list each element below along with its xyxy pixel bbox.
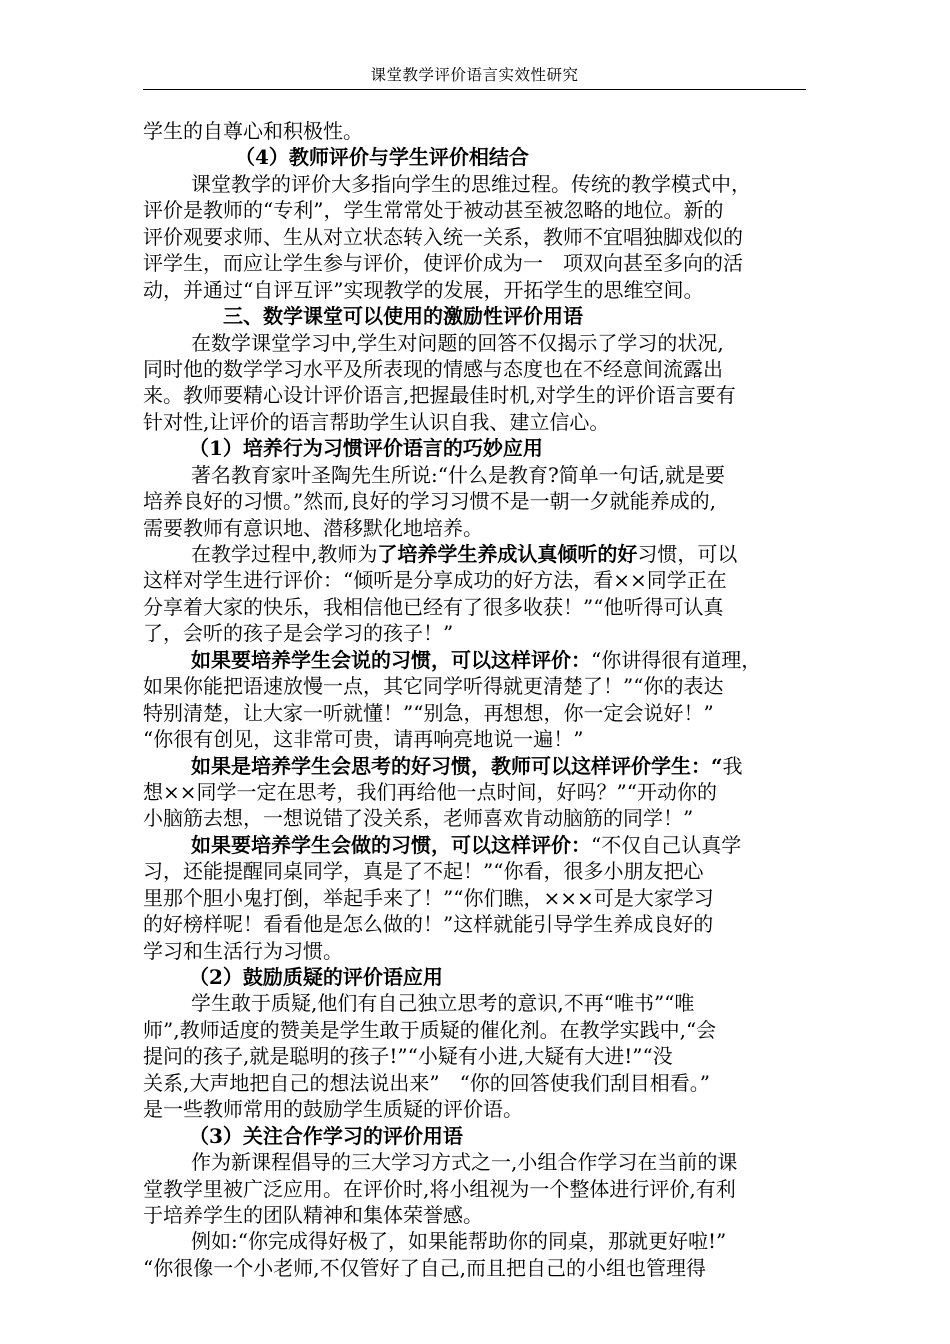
text-line: 在教学过程中,教师为了培养学生养成认真倾听的好习惯，可以: [191, 542, 738, 566]
text-line: “你很有创见，这非常可贵，请再响亮地说一遍！”: [143, 727, 584, 752]
text-line: 学生敢于质疑,他们有自己独立思考的意识,不再“唯书”“唯: [191, 991, 695, 1016]
text-line: 提问的孩子,就是聪明的孩子!”“小疑有小进,大疑有大进!”“没: [143, 1044, 673, 1069]
text-line: 小脑筋去想，一想说错了没关系，老师喜欢肯动脑筋的同学！”: [143, 806, 694, 831]
text-line: 里那个胆小鬼打倒，举起手来了！”“你们瞧，×××可是大家学习: [143, 885, 714, 910]
text-line: 如果要培养学生会做的习惯，可以这样评价：“不仅自己认真学: [191, 832, 742, 857]
text-line: 学习和生活行为习惯。: [143, 938, 343, 963]
text-line: 来。教师要精心设计评价语言,把握最佳时机,对学生的评价语言要有: [143, 383, 736, 408]
text-line: 课堂教学的评价大多指向学生的思维过程。传统的教学模式中，: [191, 171, 751, 196]
text-line: 作为新课程倡导的三大学习方式之一,小组合作学习在当前的课: [191, 1150, 738, 1175]
text-line: 评价是教师的“专利”，学生常常处于被动甚至被忽略的地位。新的: [143, 198, 724, 223]
text-line: 在数学课堂学习中,学生对问题的回答不仅揭示了学习的状况,: [191, 330, 724, 355]
text-line: 学生的自尊心和积极性。: [143, 119, 363, 143]
text-line: 同时他的数学学习水平及所表现的情感与态度也在不经意间流露出: [143, 356, 723, 381]
text-line: 三、数学课堂可以使用的激励性评价用语: [223, 304, 583, 329]
text-line: （4）教师评价与学生评价相结合: [235, 145, 529, 170]
text-line: （2）鼓励质疑的评价语应用: [189, 965, 443, 989]
text-line: 评价观要求师、生从对立状态转入统一关系，教师不宜唱独脚戏似的: [143, 224, 743, 249]
text-line: 关系,大声地把自己的想法说出来” “你的回答使我们刮目相看。”: [143, 1070, 711, 1095]
text-line: 了，会听的孩子是会学习的孩子！”: [143, 621, 454, 646]
text-line: 这样对学生进行评价：“倾听是分享成功的好方法，看××同学正在: [143, 568, 727, 593]
text-line: 于培养学生的团队精神和集体荣誉感。: [143, 1202, 483, 1227]
header-rule: [143, 89, 806, 90]
text-line: 如果是培养学生会思考的好习惯，教师可以这样评价学生：“我: [191, 753, 743, 778]
text-line: 著名教育家叶圣陶先生所说:“什么是教育?简单一句话,就是要: [191, 462, 726, 487]
text-line: 动，并通过“自评互评”实现教学的发展，开拓学生的思维空间。: [143, 277, 704, 302]
text-line: （1）培养行为习惯评价语言的巧妙应用: [189, 436, 543, 461]
page-header: 课堂教学评价语言实效性研究: [370, 66, 579, 84]
text-line: 特别清楚，让大家一听就懂！”“别急，再想想，你一定会说好！”: [143, 700, 714, 725]
text-line: 例如:“你完成得好极了，如果能帮助你的同桌，那就更好啦!”: [191, 1229, 727, 1254]
document-body: [143, 118, 813, 1281]
text-line: “你很像一个小老师,不仅管好了自己,而且把自己的小组也管理得: [143, 1255, 706, 1280]
text-line: 分享着大家的快乐，我相信他已经有了很多收获！”“他听得可认真: [143, 594, 724, 619]
text-line: 针对性,让评价的语言帮助学生认识自我、建立信心。: [143, 409, 610, 434]
text-line: （3）关注合作学习的评价用语: [189, 1123, 463, 1148]
text-line: 师”,教师适度的赞美是学生敢于质疑的催化剂。在教学实践中,“会: [143, 1017, 717, 1042]
text-line: 想××同学一定在思考，我们再给他一点时间，好吗？”“开动你的: [143, 779, 717, 804]
text-line: 如果要培养学生会说的习惯，可以这样评价：“你讲得很有道理，: [191, 647, 762, 672]
text-line: 是一些教师常用的鼓励学生质疑的评价语。: [143, 1097, 523, 1122]
text-line: 的好榜样呢！看看他是怎么做的！”这样就能引导学生养成良好的: [143, 912, 714, 937]
text-line: 培养良好的习惯。”然而,良好的学习习惯不是一朝一夕就能养成的,: [143, 489, 716, 514]
text-line: 习，还能提醒同桌同学，真是了不起！”“你看，很多小朋友把心: [143, 859, 704, 884]
text-line: 如果你能把语速放慢一点，其它同学听得就更清楚了！”“你的表达: [143, 674, 724, 699]
text-line: 堂教学里被广泛应用。在评价时,将小组视为一个整体进行评价,有利: [143, 1176, 736, 1201]
text-line: 评学生，而应让学生参与评价，使评价成为一 项双向甚至多向的活: [143, 251, 743, 276]
text-line: 需要教师有意识地、潜移默化地培养。: [143, 515, 483, 540]
